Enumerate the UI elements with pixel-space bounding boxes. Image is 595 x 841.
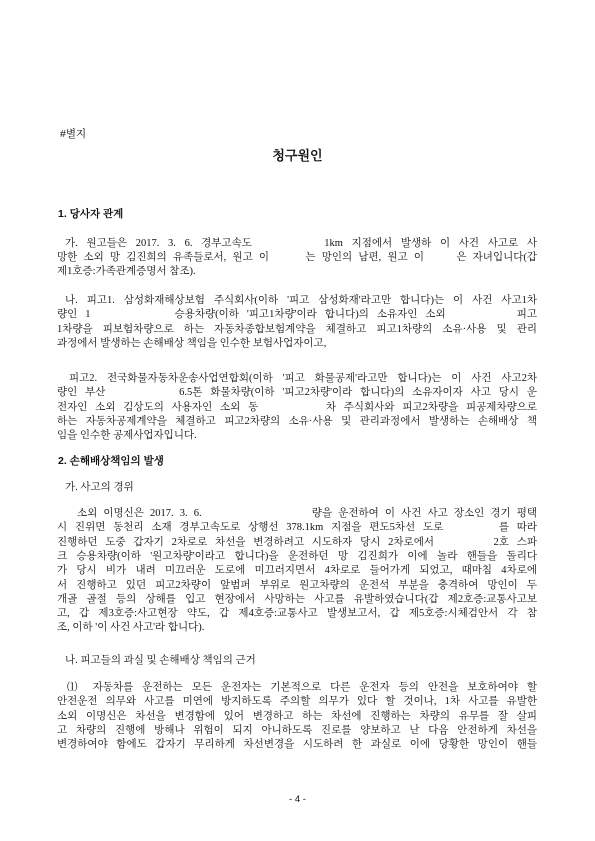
text-segment: 소외 이명신은 2017. 3. 6.: [77, 508, 202, 519]
text-segment: 제1호증:가족관계증명서 참조).: [57, 266, 196, 277]
text-segment: 승용차량(이하 '피고1차량'이라 합니다)의 소유자인 소외: [174, 309, 446, 320]
s2-ga-line-1: [77, 507, 537, 521]
s2-ga-line-8: [57, 607, 537, 621]
section2-na-heading: 나. 피고들의 과실 및 손해배상 책임의 근거: [65, 655, 256, 666]
s1-ga-line-3: [57, 265, 537, 279]
text-segment: 은 자녀입니다(갑: [456, 252, 537, 263]
s2-ga-line-6: [57, 579, 537, 593]
redacted-blank: [261, 245, 316, 246]
text-segment: 과정에서 발생하는 손해배상 책임을 인수한 보험사업자이고,: [57, 338, 327, 349]
redacted-blank: [275, 259, 299, 260]
redacted-blank: [451, 529, 491, 530]
redacted-blank: [208, 515, 306, 516]
text-segment: 량을 운전하여 이 사건 사고 장소인 경기 평택: [311, 508, 537, 519]
redacted-blank: [99, 316, 167, 317]
s2-na-line-4: [57, 724, 537, 738]
text-segment: 는 망인의 남편, 원고 이: [305, 252, 424, 263]
text-segment: 량인 1: [57, 309, 91, 320]
s1-ga-line-2: [57, 251, 537, 265]
redacted-blank: [454, 316, 509, 317]
text-segment: 1km 지점에서 발생하 이 사건 사고로 사: [324, 238, 537, 249]
s1-defendant2-line-1: [69, 372, 537, 386]
text-segment: 변경하여야 함에도 갑자기 무리하게 차선변경을 시도하려 한 과실로 이에 당황한 망인이 핸들: [57, 739, 537, 750]
s1-na-line-1: [65, 294, 537, 308]
text-segment: 하는 자동차공제계약을 체결하고 피고2차량의 소유·사용 및 관리과정에서 발생하는 손해배상 책: [57, 416, 537, 427]
text-segment: ⑴ 자동차를 운전하는 모든 운전자는 기본적으로 다른 운전자 등의 안전을 보호하여야 할: [67, 682, 537, 693]
text-segment: 를 따라: [498, 522, 537, 533]
text-segment: 피고2. 전국화물자동차운송사업연합회(이하 '피고 화물공제'라고만 합니다)는 이 사건 사고2차: [69, 373, 537, 384]
s2-na-line-3: [57, 710, 537, 724]
s1-defendant2-line-2: [57, 386, 537, 400]
s2-ga-line-7: [57, 593, 537, 607]
text-segment: 임을 인수한 공제사업자입니다.: [57, 430, 197, 441]
text-segment: 피고: [516, 309, 537, 320]
text-segment: 6.5톤 화물차량(이하 '피고2차량'이라 합니다)의 소유자이자 사고 당시 운: [179, 387, 537, 398]
redacted-blank: [266, 409, 318, 410]
page-number: - 4 -: [289, 794, 306, 805]
text-segment: 소외 이명신은 차선을 변경함에 있어 변경하고 하는 차선에 진행하는 차량의 유무를 잘 살피: [57, 711, 537, 722]
s1-na-line-4: [57, 337, 537, 351]
text-segment: 1차량을 피보험차량으로 하는 자동차종합보험계약을 체결하고 피고1차량의 소유·사용 및 관리: [57, 324, 537, 335]
text-segment: 진행하던 도중 갑자기 2차로로 차선을 변경하려고 시도하자 당시 2차로에서: [57, 537, 434, 548]
section2-ga-heading: 가. 사고의 경위: [65, 482, 134, 493]
annex-label: #별지: [60, 128, 87, 140]
text-segment: 망한 소외 망 김진희의 유족들로서, 원고 이: [57, 252, 270, 263]
text-segment: 서 진행하고 있던 피고2차량이 앞범퍼 부위로 원고차량의 운전석 부분을 충격하여 망인이 두: [57, 580, 537, 591]
s1-defendant2-line-4: [57, 415, 537, 429]
s2-ga-line-3: [57, 536, 537, 550]
text-segment: 2호 스파: [493, 537, 537, 548]
text-segment: 고 차량의 진행에 방해나 위험이 되지 아니하도록 진로를 양보하고 난 다음 안전하게 차선을: [57, 725, 537, 736]
text-segment: 가 당시 비가 내려 미끄러운 도로에 미끄러지면서 4차로로 들어가게 되었고, 때마침 4차로에: [57, 565, 537, 576]
s1-na-line-3: [57, 323, 537, 337]
text-segment: 크 승용차량(이하 '원고차량'이라고 합니다)을 운전하던 망 김진희가 이에 놀라 핸들을 돌리다: [57, 551, 537, 562]
s2-ga-line-9: [57, 621, 537, 635]
redacted-blank: [113, 394, 171, 395]
s1-ga-line-1: [65, 237, 537, 251]
text-segment: 량인 부산: [57, 387, 106, 398]
s1-defendant2-line-3: [57, 401, 537, 415]
text-segment: 시 진위면 동천리 소재 경부고속도로 상행선 378.1km 지점을 편도5차선 도로: [57, 522, 444, 533]
s2-ga-line-4: [57, 550, 537, 564]
text-segment: 차 주식회사와 피고2차량을 피공제차량으로: [325, 402, 537, 413]
text-segment: 개골 골절 등의 상해를 입고 현장에서 사망하는 사고를 유발하였습니다(갑 제2호증:교통사고보: [57, 594, 537, 605]
text-segment: 전자인 소외 김상도의 사용자인 소외 동: [57, 402, 259, 413]
section1-heading: 1. 당사자 관계: [58, 208, 124, 220]
s2-na-line-2: [57, 695, 537, 709]
s2-ga-line-2: [57, 521, 537, 535]
s1-defendant2-line-5: [57, 429, 537, 443]
s1-na-line-2: [57, 308, 537, 322]
text-segment: 조, 이하 '이 사건 사고'라 합니다).: [57, 622, 205, 633]
text-segment: 고, 갑 제3호증:사고현장 약도, 갑 제4호증:교통사고 발생보고서, 갑 제5호증:시체검안서 각 참: [57, 608, 537, 619]
text-segment: 안전운전 의무와 사고를 미연에 방지하도록 주의할 의무가 있다 할 것이나, 1차 사고를 유발한: [57, 696, 537, 707]
redacted-blank: [442, 544, 486, 545]
section2-heading: 2. 손해배상책임의 발생: [58, 455, 164, 467]
page-title: 청구원인: [272, 148, 323, 163]
redacted-blank: [430, 259, 450, 260]
text-segment: 가. 원고들은 2017. 3. 6. 경부고속도: [65, 238, 252, 249]
s2-na-line-5: [57, 738, 537, 752]
s2-na-line-1: [67, 681, 537, 695]
text-segment: 나. 피고1. 삼성화재해상보험 주식회사(이하 '피고 삼성화재'라고만 합니다)는 이 사건 사고1차: [65, 295, 537, 306]
s2-ga-line-5: [57, 564, 537, 578]
